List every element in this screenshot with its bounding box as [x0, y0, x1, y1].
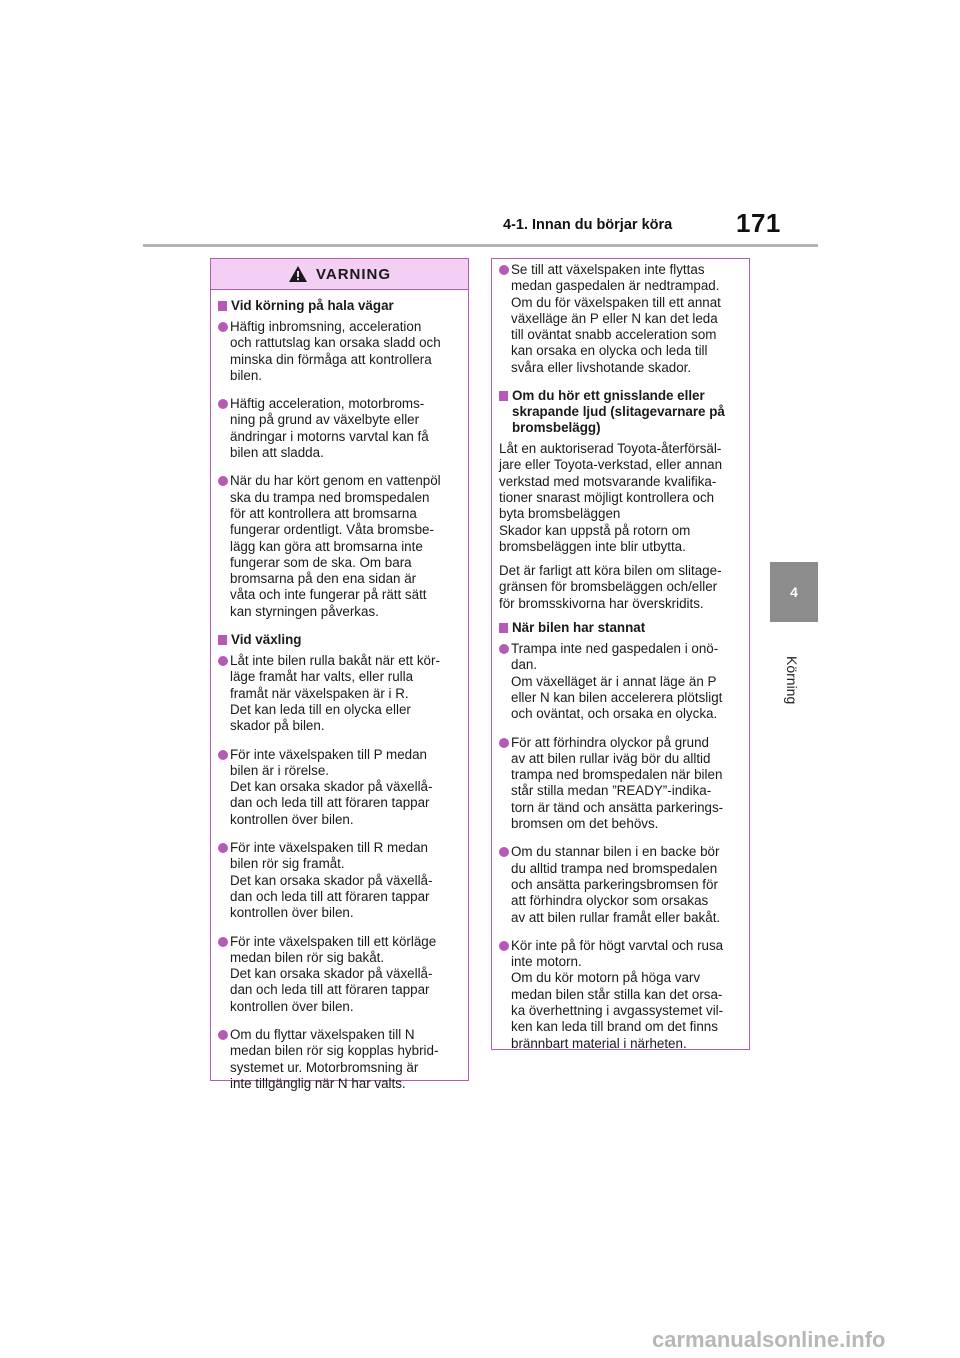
page-number: 171	[736, 208, 781, 238]
list-item	[218, 396, 461, 461]
list-item	[499, 262, 742, 376]
square-bullet-icon	[218, 635, 227, 645]
list-item-text: Häftig inbromsning, acceleration och rattutslag kan orsaka sladd och minska din förmåga att kontrollera bilen.	[230, 319, 441, 383]
left-column-content	[211, 290, 468, 1092]
list-item	[218, 473, 461, 620]
bullet-dot-icon	[218, 750, 228, 760]
section-heading	[499, 620, 742, 636]
warning-title: VARNING	[315, 265, 392, 283]
bullet-dot-icon	[218, 656, 228, 666]
list-item-text: Om du flyttar växelspaken till N medan bilen rör sig kopplas hybrid- systemet ur. Motorbromsning är inte tillgänglig när N har valts.	[230, 1026, 439, 1091]
list-item-text: Trampa inte ned gaspedalen i onö- dan. Om växelläget är i annat läge än P eller N kan bilen accelerera plötsligt och oväntat, och orsaka en olycka.	[511, 641, 723, 722]
list-item-text: För inte växelspaken till P medan bilen är i rörelse. Det kan orsaka skador på växellå- dan och leda till att föraren tappar kontrollen över bilen.	[230, 746, 433, 827]
section-heading	[218, 632, 461, 648]
list-item-text: För inte växelspaken till R medan bilen rör sig framåt. Det kan orsaka skador på växellå- dan och leda till att föraren tappar kontrollen över bilen.	[230, 840, 433, 921]
list-item-text: När du har kört genom en vattenpöl ska du trampa ned bromspedalen för att kontrollera att bromsarna fungerar ordentligt. Våta bromsbe- lägg kan göra att bromsarna inte fungerar som de ska. Om bara bromsarna på den ena sidan är våta och inte fungerar på rätt sätt kan styrningen påverkas.	[230, 473, 441, 619]
paragraph	[499, 441, 742, 555]
section-heading-text: Vid växling	[231, 632, 302, 648]
section-heading	[499, 388, 742, 436]
bullet-dot-icon	[499, 941, 509, 951]
paragraph	[499, 563, 742, 612]
list-item	[218, 319, 461, 384]
bullet-dot-icon	[499, 644, 509, 654]
list-item-text: Se till att växelspaken inte flyttas medan gaspedalen är nedtrampad. Om du för växelspaken till ett annat växelläge än P eller N kan det leda till oväntat snabb acceleration som kan orsaka en olycka och leda till svåra eller livshotande skador.	[511, 262, 721, 375]
bullet-dot-icon	[218, 843, 228, 853]
bullet-dot-icon	[218, 937, 228, 947]
list-item	[218, 1027, 461, 1092]
list-item-text: Låt inte bilen rulla bakåt när ett kör- läge framåt har valts, eller rulla framåt när växelspaken är i R. Det kan leda till en olycka eller skador på bilen.	[230, 653, 440, 734]
list-item	[499, 641, 742, 722]
list-item	[218, 747, 461, 828]
right-column-content	[492, 259, 749, 1052]
watermark: carmanualsonline.info	[652, 1327, 886, 1352]
warning-box-right	[491, 258, 750, 1050]
chapter-label: Körning	[784, 656, 800, 705]
list-item	[218, 653, 461, 734]
section-heading-text: När bilen har stannat	[512, 620, 646, 636]
bullet-dot-icon	[499, 847, 509, 857]
chapter-number: 4	[790, 584, 798, 600]
paragraph-text: Det är farligt att köra bilen om slitage- gränsen för bromsbeläggen och/eller för bromsskivorna har överskridits.	[499, 563, 722, 611]
section-heading	[218, 298, 461, 314]
square-bullet-icon	[499, 391, 508, 401]
section-heading-text: Om du hör ett gnisslande eller skrapande ljud (slitagevarnare på bromsbelägg)	[512, 388, 725, 436]
square-bullet-icon	[218, 301, 227, 311]
list-item	[218, 840, 461, 921]
section-title: 4-1. Innan du börjar köra	[503, 217, 673, 233]
list-item	[218, 934, 461, 1015]
bullet-dot-icon	[218, 399, 228, 409]
square-bullet-icon	[499, 623, 508, 633]
list-item	[499, 938, 742, 1052]
bullet-dot-icon	[218, 476, 228, 486]
list-item-text: Häftig acceleration, motorbroms- ning på grund av växelbyte eller ändringar i motorns varvtal kan få bilen att sladda.	[230, 396, 429, 461]
list-item-text: För att förhindra olyckor på grund av att bilen rullar iväg bör du alltid trampa ned bromspedalen när bilen står stilla medan ”READY”-indika- torn är tänd och ansätta parkerings- bromsen om det behövs.	[511, 734, 724, 832]
header-rule	[143, 244, 818, 247]
list-item	[499, 844, 742, 925]
bullet-dot-icon	[499, 738, 509, 748]
list-item-text: För inte växelspaken till ett körläge medan bilen rör sig bakåt. Det kan orsaka skador på växellå- dan och leda till att föraren tappar kontrollen över bilen.	[230, 933, 437, 1014]
bullet-dot-icon	[499, 265, 509, 275]
warning-box-left	[210, 258, 469, 1091]
warning-triangle-icon	[288, 265, 308, 283]
list-item-text: Kör inte på för högt varvtal och rusa inte motorn. Om du kör motorn på höga varv medan bilen står stilla kan det orsa- ka överhettning i avgassystemet vil- ken kan leda till brand om det finns brännbart material i närheten.	[511, 937, 724, 1051]
chapter-tab[interactable]	[770, 562, 818, 622]
paragraph-text: Låt en auktoriserad Toyota-återförsäl- jare eller Toyota-verkstad, eller annan verkstad med motsvarande kvalifika- tioner snarast möjligt kontrollera och byta bromsbeläggen Skador kan uppstå på rotorn om bromsbeläggen inte blir utbytta.	[499, 441, 723, 554]
section-heading-text: Vid körning på hala vägar	[231, 298, 394, 313]
warning-header	[211, 259, 468, 290]
list-item	[499, 735, 742, 833]
list-item-text: Om du stannar bilen i en backe bör du alltid trampa ned bromspedalen och ansätta parkeringsbromsen för att förhindra olyckor som orsakas av att bilen rullar framåt eller bakåt.	[511, 844, 721, 925]
bullet-dot-icon	[218, 322, 228, 332]
bullet-dot-icon	[218, 1030, 228, 1040]
